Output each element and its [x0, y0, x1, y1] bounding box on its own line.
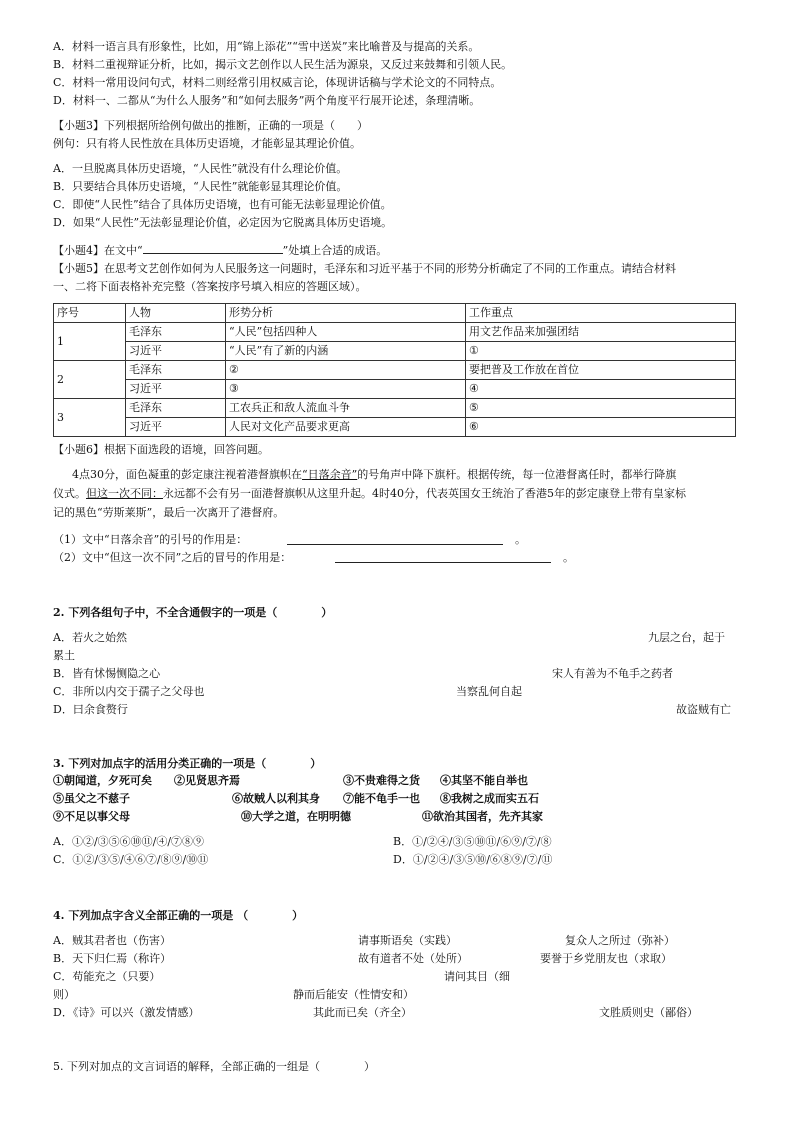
sub2-text: （2）文中“但这一次不同”之后的冒号的作用是： [53, 551, 292, 564]
q2-title: 2. 下列各组句子中，不全含通假字的一项是（ ） [53, 606, 333, 619]
q3b-item: ⑥故贼人以利其身 [232, 792, 320, 805]
q4b-option-b-right: 要誉于乡党朋友也（求取） [540, 952, 672, 965]
q3b-item: ⑤虽父之不慈子 [53, 792, 130, 805]
q6-sub2-period: 。 [563, 551, 574, 564]
q5-line2: 一、二将下面表格补充完整（答案按序号填入相应的答题区域）。 [53, 280, 367, 293]
passage-text: 仪式。 [53, 487, 86, 500]
header-cell: 人物 [126, 304, 226, 323]
q4b-title: 4. 下列加点字含义全部正确的一项是 （ ） [53, 909, 304, 922]
q4b-option-d: D．《诗》可以兴（激发情感） [53, 1006, 200, 1019]
q4b-option-b-mid: 故有道者不处（处所） [358, 952, 468, 965]
q4b-option-c-cont: 则） [53, 988, 75, 1001]
q3b-item: ⑦能不龟手一也 [343, 792, 420, 805]
q3b-item: ④其坚不能自举也 [440, 774, 528, 787]
q6-passage-line3: 记的黑色“劳斯莱斯”，最后一次离开了港督府。 [53, 506, 285, 519]
q3-option-c: C．即使“人民性”结合了具体历史语境，也有可能无法彰显理论价值。 [53, 198, 392, 211]
row-number: 3 [54, 399, 126, 437]
q3b-item: ⑨不足以事父母 [53, 810, 130, 823]
table-cell: 要把普及工作放在首位 [466, 361, 736, 380]
q3b-option-c: C．①②/③⑤/④⑥⑦/⑧⑨/⑩⑪ [53, 853, 209, 866]
q3b-item: ⑩大学之道，在明明德 [241, 810, 351, 823]
passage-quote: “日落余音” [302, 468, 358, 481]
q2-option-a-cont: 累土 [53, 649, 75, 662]
q4-suffix: ”处填上合适的成语。 [282, 244, 388, 257]
q2-option-a: A．若火之始然 [53, 631, 127, 644]
table-cell[interactable]: ③ [226, 380, 466, 399]
q4b-option-d-right: 文胜质则史（鄙俗） [599, 1006, 698, 1019]
q2-option-a-right: 九层之台，起于 [648, 631, 725, 644]
passage-text: 4点30分，面色凝重的彭定康注视着港督旗帜在 [72, 468, 302, 481]
q2-option-b: B．皆有怵惕恻隐之心 [53, 667, 161, 680]
q1-option-a: A．材料一语言具有形象性，比如，用“锦上添花”“雪中送炭”来比喻普及与提高的关系。 [53, 40, 480, 53]
q4-line [53, 242, 387, 258]
q3b-item: ③不贵难得之货 [343, 774, 420, 787]
table-row [54, 418, 736, 437]
sub1-text: （1）文中“日落余音”的引号的作用是： [53, 533, 248, 546]
q2-option-c-right: 当察乱何自起 [456, 685, 522, 698]
table-row [54, 380, 736, 399]
q2-option-b-right: 宋人有善为不龟手之药者 [552, 667, 673, 680]
q3-example: 例句：只有将人民性放在具体历史语境，才能彰显其理论价值。 [53, 137, 361, 150]
table-cell[interactable]: ⑤ [466, 399, 736, 418]
table-cell: 毛泽东 [126, 361, 226, 380]
q3b-option-a: A．①②/③⑤⑥⑩⑪/④/⑦⑧⑨ [53, 835, 205, 848]
q4b-option-c: C．苟能充之（只要） [53, 970, 161, 983]
q3b-option-b: B．①/②④/③⑤⑩⑪/⑥⑨/⑦/⑧ [393, 835, 552, 848]
q6-sub1-answer-line[interactable] [287, 544, 503, 545]
table-cell[interactable]: ⑥ [466, 418, 736, 437]
q4b-option-c-right: 请问其目（细 [444, 970, 510, 983]
table-row [54, 361, 736, 380]
table-row [54, 399, 736, 418]
q3-option-a: A．一旦脱离具体历史语境，“人民性”就没有什么理论价值。 [53, 162, 348, 175]
q1-option-c: C．材料一常用设问句式，材料二则经常引用权威言论，体现讲话稿与学术论文的不同特点。 [53, 76, 502, 89]
q3-option-b: B．只要结合具体历史语境，“人民性”就能彰显其理论价值。 [53, 180, 348, 193]
q2-option-d-right: 故盗贼有亡 [676, 703, 731, 716]
q1-option-b: B．材料二重视辩证分析，比如，揭示文艺创作以人民生活为源泉，又反过来鼓舞和引领人民。 [53, 58, 513, 71]
table-cell: 人民对文化产品要求更高 [226, 418, 466, 437]
table-row [54, 323, 736, 342]
q3b-option-d: D．①/②④/③⑤⑩/⑥⑧⑨/⑦/⑪ [393, 853, 553, 866]
q2-option-c: C．非所以内交于孺子之父母也 [53, 685, 205, 698]
row-number: 1 [54, 323, 126, 361]
table-cell: 习近平 [126, 342, 226, 361]
table-cell: 毛泽东 [126, 323, 226, 342]
q1-option-d: D．材料一、二都从“为什么人服务”和“如何去服务”两个角度平行展开论述，条理清晰。 [53, 94, 481, 107]
table-cell: “人民”包括四种人 [226, 323, 466, 342]
table-cell[interactable]: ② [226, 361, 466, 380]
table-cell[interactable]: ① [466, 342, 736, 361]
passage-text: 的号角声中降下旗杆。根据传统，每一位港督离任时，都举行降旗 [357, 468, 677, 481]
table-cell: 工农兵正和敌人流血斗争 [226, 399, 466, 418]
q4-blank[interactable] [143, 242, 283, 254]
q6-sub1-period: 。 [515, 533, 526, 546]
q6-passage-line1 [72, 468, 676, 482]
table-cell: 习近平 [126, 380, 226, 399]
passage-underlined: 但这一次不同： [86, 487, 163, 500]
table-cell: 用文艺作品来加强团结 [466, 323, 736, 342]
header-cell: 工作重点 [466, 304, 736, 323]
q3b-item: ①朝闻道，夕死可矣 [53, 774, 152, 787]
row-number: 2 [54, 361, 126, 399]
q4b-option-a: A．贼其君者也（伤害） [53, 934, 171, 947]
q3b-item: ⑧我树之成而实五石 [440, 792, 539, 805]
q3-option-d: D．如果“人民性”无法彰显理论价值，必定因为它脱离具体历史语境。 [53, 216, 393, 229]
q3-title: 【小题3】下列根据所给例句做出的推断，正确的一项是（ ） [53, 119, 368, 132]
q4b-option-b: B．天下归仁焉（称许） [53, 952, 172, 965]
q5-line1: 【小题5】在思考文艺创作如何为人民服务这一问题时，毛泽东和习近平基于不同的形势分析确定了不同的工作重点。请结合材料 [53, 262, 676, 275]
q6-passage-line2 [53, 487, 686, 501]
q6-sub1 [53, 533, 247, 547]
q2-option-d: D．曰余食赘行 [53, 703, 128, 716]
passage-text: 永远都不会有另一面港督旗帜从这里升起。4时40分，代表英国女王统治了香港5年的彭定康登上带有皇家标 [163, 487, 686, 500]
q4-prefix: 【小题4】在文中“ [53, 244, 143, 257]
table-cell: “人民”有了新的内涵 [226, 342, 466, 361]
table-row [54, 342, 736, 361]
header-cell: 形势分析 [226, 304, 466, 323]
q5-table [53, 303, 736, 437]
q5b-title: 5. 下列对加点的文言词语的解释，全部正确的一组是（ ） [53, 1060, 375, 1073]
q4b-option-a-mid: 请事斯语矣（实践） [358, 934, 457, 947]
q4b-option-d-mid: 其此而已矣（齐全） [313, 1006, 412, 1019]
header-cell: 序号 [54, 304, 126, 323]
table-cell[interactable]: ④ [466, 380, 736, 399]
table-cell: 毛泽东 [126, 399, 226, 418]
q3b-title: 3. 下列对加点字的活用分类正确的一项是（ ） [53, 757, 322, 770]
q6-sub2 [53, 551, 291, 565]
q3b-item: ②见贤思齐焉 [174, 774, 240, 787]
q4b-option-a-right: 复众人之所过（弥补） [565, 934, 675, 947]
q6-title: 【小题6】根据下面选段的语境，回答问题。 [53, 443, 269, 456]
table-cell: 习近平 [126, 418, 226, 437]
q6-sub2-answer-line[interactable] [335, 562, 551, 563]
q4b-option-c-cont2: 静而后能安（性情安和） [293, 988, 414, 1001]
table-header-row [54, 304, 736, 323]
q3b-item: ⑪欲治其国者，先齐其家 [422, 810, 543, 823]
